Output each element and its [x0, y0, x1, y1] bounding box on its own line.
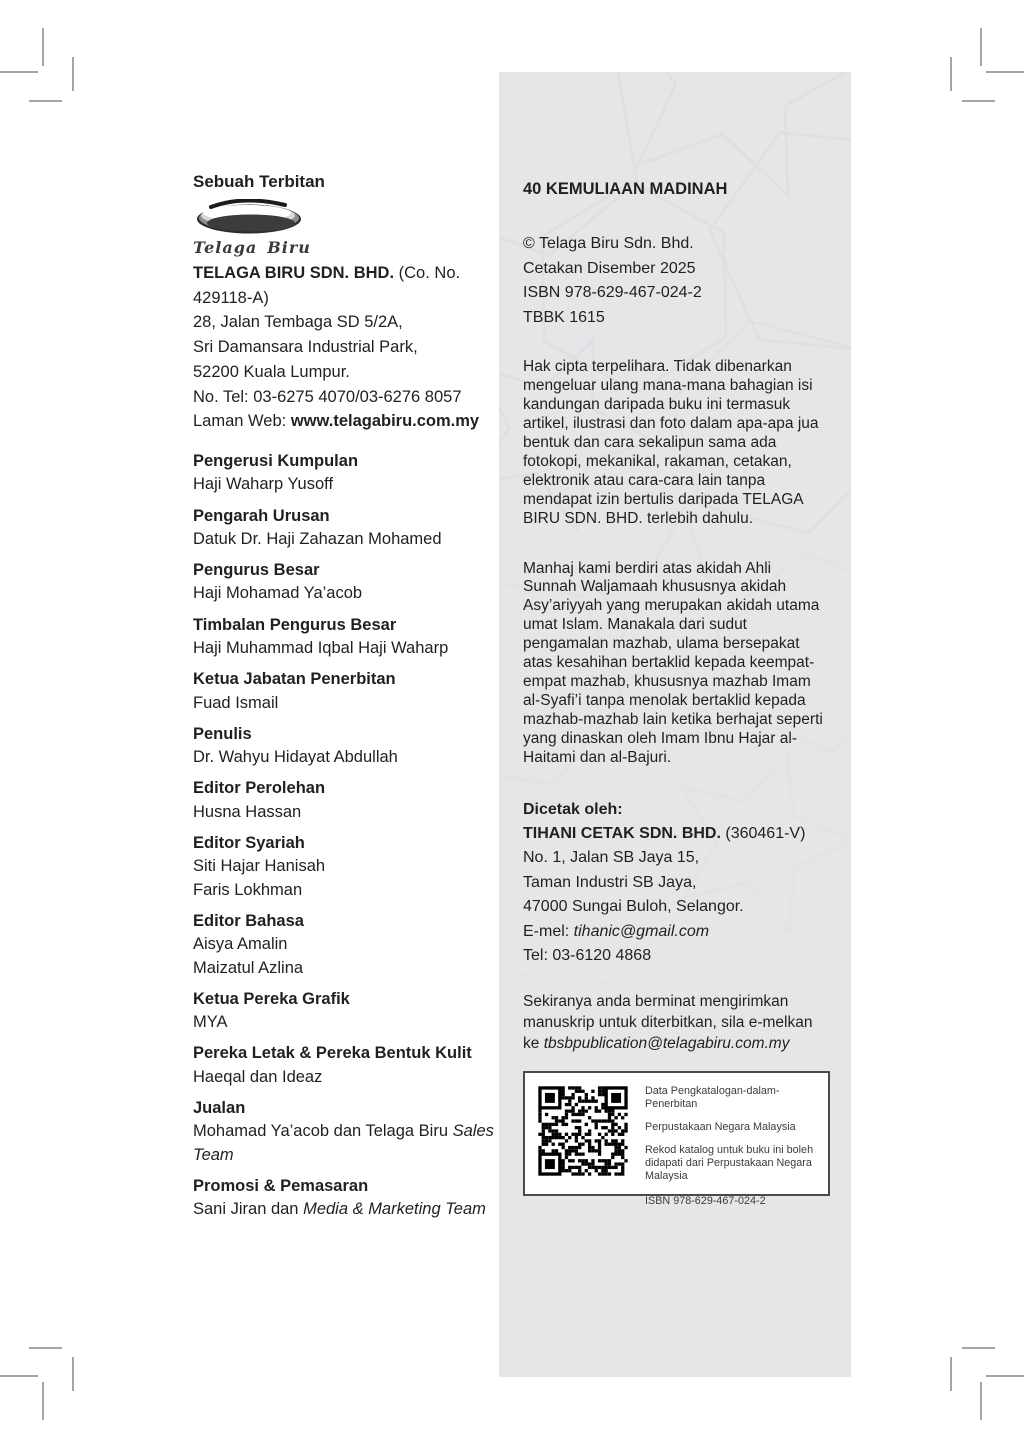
credit-role: Timbalan Pengurus Besar: [193, 615, 397, 634]
credit-name: MYA: [193, 1013, 228, 1032]
manuscript-email[interactable]: tbsbpublication@telagabiru.com.my: [543, 1034, 790, 1052]
website-label: Laman Web:: [193, 412, 291, 431]
rights-paragraph: Hak cipta terpelihara. Tidak dibenarkan mengeluar ulang mana-mana bahagian isi kandungan daripada buku ini termasuk artikel, ilustrasi dan foto dalam apa-apa jua bentuk dan cara sekalipun sama ada fotokopi, mekanikal, rakaman, cetakan, elektronik atau cara-cara lain tanpa mendapat izin bertulis daripada TELAGA BIRU SDN. BHD. terlebih dahulu.: [523, 358, 819, 527]
catalog-line: Rekod katalog untuk buku ini boleh didapati dari Perpustakaan Negara Malaysia: [645, 1144, 814, 1183]
website-url[interactable]: www.telagabiru.com.my: [290, 412, 480, 431]
logo-word-telaga: Telaga: [193, 238, 258, 257]
credits-list: [193, 450, 498, 1222]
printer-email-line: [523, 920, 827, 944]
credit-role: Editor Perolehan: [193, 779, 326, 798]
stock-code-line: TBBK 1615: [523, 308, 605, 326]
printer-address-line: No. 1, Jalan SB Jaya 15,: [523, 849, 700, 867]
credit-name: [193, 1120, 498, 1167]
copyright-line: © Telaga Biru Sdn. Bhd.: [523, 235, 694, 252]
crop-mark: [962, 100, 995, 102]
national-library-catalog-box: [523, 1071, 830, 1208]
print-run-line: Cetakan Disember 2025: [523, 259, 696, 277]
credit-name: Fuad Ismail: [193, 693, 279, 712]
printer-address-line: Taman Industri SB Jaya,: [523, 873, 697, 891]
credit-section: [193, 777, 498, 824]
crop-mark: [950, 57, 952, 91]
publisher-phone: No. Tel: 03-6275 4070/03-6276 8057: [193, 387, 462, 406]
crop-mark: [42, 28, 44, 66]
credit-section: [193, 559, 498, 606]
printer-address-line: 47000 Sungai Buloh, Selangor.: [523, 898, 744, 916]
crop-mark: [42, 1382, 44, 1420]
credit-section: [193, 450, 498, 497]
copyright-block: [523, 232, 827, 330]
catalog-text: [645, 1083, 818, 1208]
credit-name: Haeqal dan Ideaz: [193, 1067, 323, 1086]
credit-name: Dr. Wahyu Hidayat Abdullah: [193, 748, 398, 767]
credit-name-italic: Sales Team: [193, 1122, 494, 1164]
publisher-name-line: [193, 261, 498, 310]
section-title-sebuah-terbitan: Sebuah Terbitan: [193, 172, 325, 191]
printer-heading: Dicetak oleh:: [523, 800, 623, 818]
printer-phone: Tel: 03-6120 4868: [523, 946, 652, 964]
credit-section: [193, 1097, 498, 1167]
crop-mark: [29, 100, 62, 102]
printer-email[interactable]: tihanic@gmail.com: [573, 922, 710, 940]
crop-mark: [72, 1357, 74, 1391]
colophon-panel: [499, 72, 851, 1377]
credit-role: Pengerusi Kumpulan: [193, 451, 359, 470]
credit-role: Ketua Jabatan Penerbitan: [193, 670, 396, 689]
credit-role: Pereka Letak & Pereka Bentuk Kulit: [193, 1044, 472, 1063]
crop-mark: [72, 57, 74, 91]
crop-mark: [986, 1375, 1024, 1377]
manuscript-note: [523, 992, 825, 1054]
printer-name: TIHANI CETAK SDN. BHD.: [523, 824, 721, 842]
crop-mark: [950, 1357, 952, 1391]
credit-section: [193, 668, 498, 715]
credit-name-regular: Sani Jiran dan: [193, 1200, 304, 1219]
credit-name: Siti Hajar Hanisah: [193, 857, 326, 876]
credit-role: Editor Bahasa: [193, 911, 304, 930]
credit-role: Penulis: [193, 724, 252, 743]
catalog-isbn: ISBN 978-629-467-024-2: [645, 1195, 766, 1208]
book-title: 40 KEMULIAAN MADINAH: [523, 180, 728, 198]
publisher-column: [193, 172, 498, 1230]
credit-name: Haji Mohamad Ya’acob: [193, 584, 363, 603]
credit-section: [193, 1175, 498, 1222]
credit-section: [193, 1042, 498, 1089]
colophon-content: [499, 72, 851, 1208]
credit-section: [193, 988, 498, 1035]
publisher-address-line: 52200 Kuala Lumpur.: [193, 362, 350, 381]
manhaj-paragraph: Manhaj kami berdiri atas akidah Ahli Sunnah Waljamaah khususnya akidah Asy’ariyyah yang merupakan akidah utama umat Islam. Manakala dari sudut pengamalan mazhab, ulama bersepakat atas kesahihan bertaklid kepada keempat-empat mazhab, khususnya mazhab Imam al-Syafi’i tanpa menolak bertaklid kepada mazhab-mazhab lain ketika berhajat seperti yang dinaskan oleh Imam Ibnu Hajar al-Haitami dan al-Bajuri.: [523, 559, 823, 766]
credit-name: Datuk Dr. Haji Zahazan Mohamed: [193, 529, 442, 548]
isbn-line: ISBN 978-629-467-024-2: [523, 284, 702, 302]
credit-role: Ketua Pereka Grafik: [193, 989, 350, 1008]
credit-name: Maizatul Azlina: [193, 958, 304, 977]
credit-name: Haji Muhammad Iqbal Haji Waharp: [193, 639, 449, 657]
credit-role: Pengarah Urusan: [193, 506, 330, 525]
crop-mark: [29, 1347, 62, 1349]
crop-mark: [0, 71, 38, 73]
crop-mark: [0, 1375, 38, 1377]
telaga-biru-logo: [193, 199, 311, 257]
printer-block: [523, 798, 827, 969]
credit-section: [193, 505, 498, 552]
credit-role: Jualan: [193, 1099, 246, 1118]
email-label: E-mel:: [523, 922, 574, 940]
credit-role: Pengurus Besar: [193, 561, 320, 580]
publisher-website-line: [193, 409, 498, 434]
credit-name: Haji Waharp Yusoff: [193, 475, 334, 494]
catalog-line: Perpustakaan Negara Malaysia: [645, 1121, 796, 1134]
printer-reg-number: (360461-V): [720, 824, 806, 842]
logo-word-biru: Biru: [267, 238, 311, 257]
credit-section: [193, 832, 498, 902]
credit-role: Editor Syariah: [193, 834, 305, 853]
logo-wordmark: [193, 238, 311, 257]
catalog-line: Data Pengkatalogan-dalam-Penerbitan: [645, 1085, 780, 1111]
publisher-address-block: [193, 261, 498, 434]
qr-code: [535, 1083, 631, 1179]
publisher-name: TELAGA BIRU SDN. BHD.: [193, 264, 395, 282]
credit-name-italic: Media & Marketing Team: [303, 1200, 486, 1219]
printer-name-line: [523, 822, 827, 846]
credit-name: [193, 1198, 498, 1221]
credit-name: Faris Lokhman: [193, 880, 303, 899]
credit-name: Aisya Amalin: [193, 935, 288, 954]
publisher-address-line: 28, Jalan Tembaga SD 5/2A,: [193, 313, 403, 332]
credit-role: Promosi & Pemasaran: [193, 1176, 369, 1195]
manuscript-note-text: Sekiranya anda berminat mengirimkan manuskrip untuk diterbitkan, sila e-melkan ke: [523, 993, 813, 1052]
credit-section: [193, 614, 498, 661]
crop-mark: [986, 71, 1024, 73]
credit-section: [193, 723, 498, 770]
credit-name-regular: Mohamad Ya’acob dan Telaga Biru: [193, 1122, 453, 1141]
crop-mark: [962, 1347, 995, 1349]
logo-ellipse-graphic: [193, 199, 303, 235]
crop-mark: [980, 28, 982, 66]
credit-section: [193, 910, 498, 980]
publisher-co-number: (Co. No. 429118-A): [193, 264, 461, 307]
credit-name: Husna Hassan: [193, 802, 302, 821]
crop-mark: [980, 1382, 982, 1420]
publisher-address-line: Sri Damansara Industrial Park,: [193, 338, 418, 357]
